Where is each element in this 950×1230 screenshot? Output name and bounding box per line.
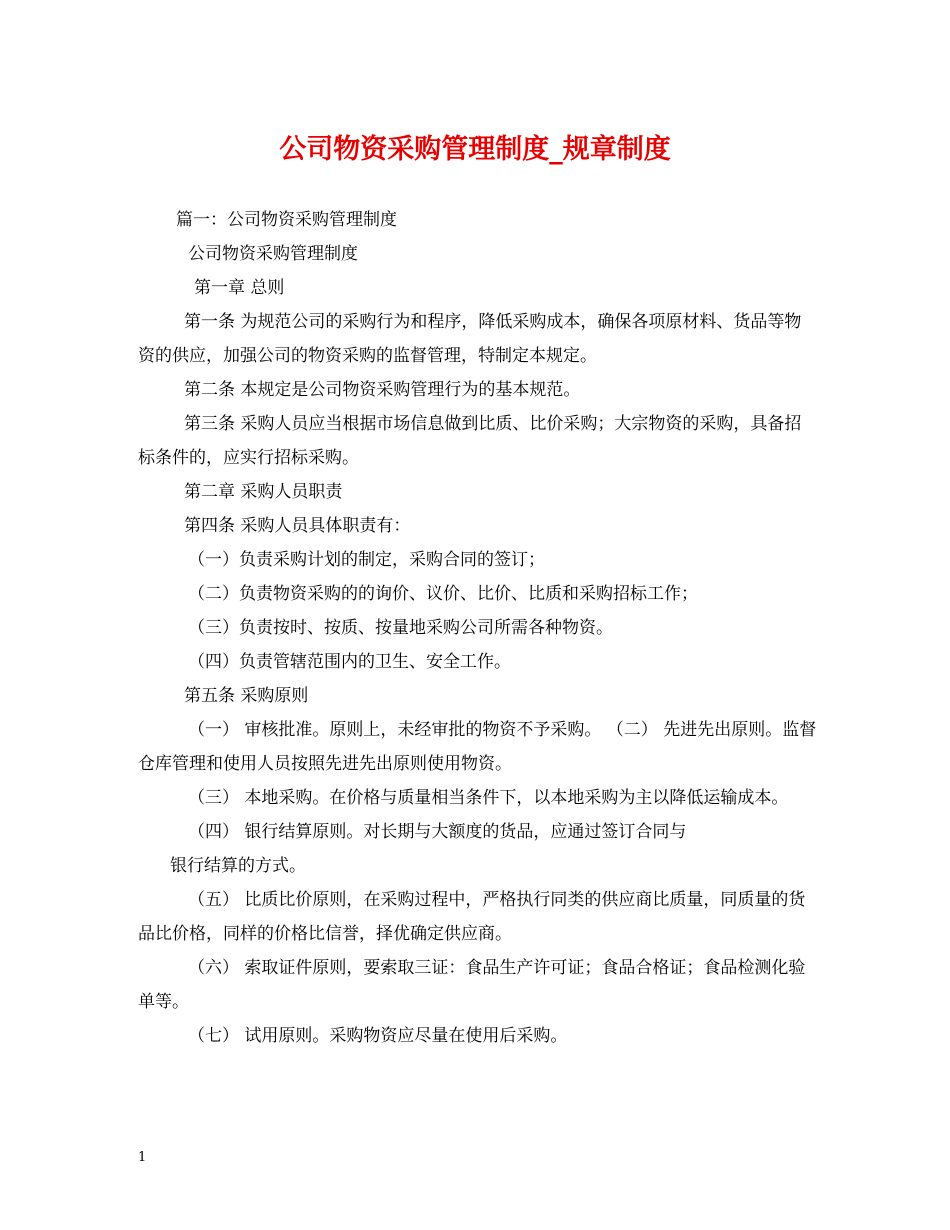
article-paragraph: 第四条 采购人员具体职责有： (184, 516, 411, 536)
subtitle: 公司物资采购管理制度 (188, 244, 358, 264)
list-item: （二）负责物资采购的的询价、议价、比价、比质和采购招标工作； (188, 584, 698, 604)
article-paragraph: 第一条 为规范公司的采购行为和程序，降低采购成本，确保各项原材料、货品等物资的供应，加强公司的物资采购的监督管理，特制定本规定。 (138, 312, 802, 366)
list-item: （一）负责采购计划的制定，采购合同的签订； (188, 550, 545, 570)
article-paragraph: 第五条 采购原则 (184, 686, 309, 706)
list-item: （三）负责按时、按质、按量地采购公司所需各种物资。 (188, 618, 613, 638)
article-paragraph: 第二条 本规定是公司物资采购管理行为的基本规范。 (184, 380, 581, 400)
list-item: （七） 试用原则。采购物资应尽量在使用后采购。 (188, 1026, 568, 1046)
article-paragraph: 第三条 采购人员应当根据市场信息做到比质、比价采购；大宗物资的采购，具备招标条件的，应实行招标采购。 (138, 414, 802, 468)
list-item: （三） 本地采购。在价格与质量相当条件下，以本地采购为主以降低运输成本。 (188, 788, 789, 808)
section-heading: 篇一：公司物资采购管理制度 (176, 210, 397, 230)
chapter-heading: 第二章 采购人员职责 (184, 482, 343, 502)
document-body (138, 203, 818, 1053)
chapter-heading: 第一章 总则 (194, 278, 285, 298)
document-title: 公司物资采购管理制度_规章制度 (279, 134, 671, 165)
list-item: （四）负责管辖范围内的卫生、安全工作。 (188, 652, 511, 672)
page-number: 1 (138, 1150, 147, 1165)
list-item: （一） 审核批准。原则上，未经审批的物资不予采购。 （二） 先进先出原则。监督仓库管理和使用人员按照先进先出原则使用物资。 (138, 720, 817, 774)
list-item: （四） 银行结算原则。对长期与大额度的货品，应通过签订合同与 (188, 822, 687, 842)
list-item: （五） 比质比价原则，在采购过程中，严格执行同类的供应商比质量，同质量的货品比价格，同样的价格比信誉，择优确定供应商。 (138, 890, 806, 944)
list-item: （六） 索取证件原则，要索取三证：食品生产许可证；食品合格证；食品检测化验单等。 (138, 958, 806, 1012)
list-item-continuation: 银行结算的方式。 (170, 856, 306, 876)
